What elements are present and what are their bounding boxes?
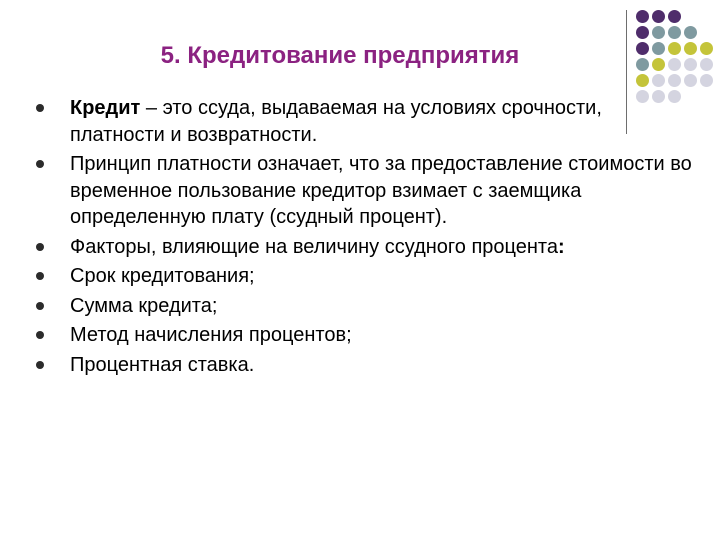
decorative-dot [636,74,649,87]
decorative-dot [652,26,665,39]
bullet-icon [36,160,44,168]
slide-title: 5. Кредитование предприятия [160,42,520,69]
bullet-icon [36,243,44,251]
decorative-dot [668,42,681,55]
decorative-dot [684,42,697,55]
list-item-text: Сумма кредита; [70,294,218,317]
decorative-dot [684,58,697,71]
list-item [36,352,696,379]
decorative-dot [652,10,665,23]
decorative-dot [652,58,665,71]
decorative-dot [652,74,665,87]
list-item [36,293,696,320]
decorative-dot [684,26,697,39]
decorative-dot [684,74,697,87]
bullet-list [36,95,696,381]
list-item-text: Принцип платности означает, что за предоставление стоимости во временное пользование кредитор взимает с заемщика определенную плату (ссудный процент). [70,153,692,228]
decorative-dot [668,74,681,87]
list-item-text: Метод начисления процентов; [70,324,352,346]
decorative-dot [652,42,665,55]
definition-text: – это ссуда, выдаваемая на условиях срочности, платности и возвратности. [70,97,602,146]
decorative-dot [700,58,713,71]
list-item [36,151,696,231]
list-item-text: Факторы, влияющие на величину ссудного процента [70,235,558,258]
bullet-icon [36,104,44,112]
list-item-text: Срок кредитования; [70,265,255,287]
decorative-dot [668,26,681,39]
decorative-dot [668,58,681,71]
bullet-icon [36,361,44,369]
list-item-colon: : [557,235,565,258]
bullet-icon [36,331,44,339]
bullet-icon [36,302,44,310]
decorative-dot [668,10,681,23]
list-item [36,263,696,290]
decorative-dot [700,74,713,87]
term-credit: Кредит [70,97,141,119]
list-item-text: Процентная ставка. [70,353,255,376]
decorative-dot [700,42,713,55]
decorative-dot [636,26,649,39]
decorative-dot [636,42,649,55]
decorative-dot [636,58,649,71]
bullet-icon [36,272,44,280]
list-item [36,234,696,261]
decorative-dot [636,10,649,23]
list-item [36,95,696,148]
list-item [36,322,696,349]
